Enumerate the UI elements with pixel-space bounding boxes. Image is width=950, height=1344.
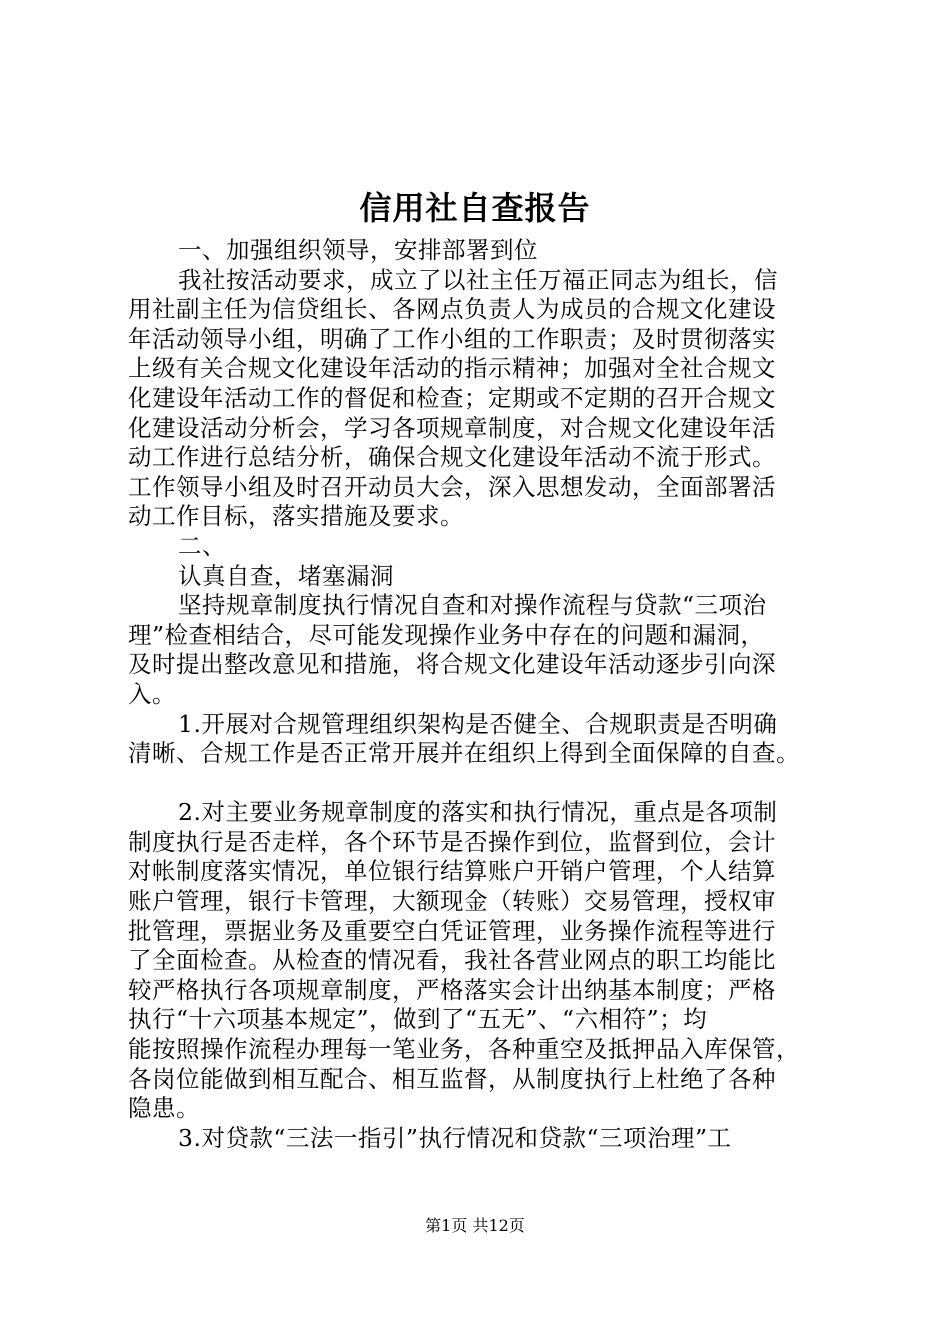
text-line: 理”检查相结合，尽可能发现操作业务中存在的问题和漏洞，	[128, 620, 765, 649]
text-line: 能按照操作流程办理每一笔业务，各种重空及抵押品入库保管，	[128, 1035, 800, 1064]
text-line: 动工作目标，落实措施及要求。	[128, 502, 464, 531]
text-line: 一、加强组织领导，安排部署到位	[178, 236, 538, 264]
text-line: 二、	[178, 531, 226, 560]
text-line: 3.对贷款“三法一指引”执行情况和贷款“三项治理”工	[178, 1123, 732, 1152]
text-line: 批管理，票据业务及重要空白凭证管理，业务操作流程等进行	[128, 916, 776, 945]
text-line: 上级有关合规文化建设年活动的指示精神；加强对全社合规文	[128, 354, 776, 383]
document-title: 信用社自查报告	[359, 189, 591, 227]
page-footer: 第1页 共12页	[425, 1216, 525, 1235]
text-line: 清晰、合规工作是否正常开展并在组织上得到全面保障的自查。	[128, 739, 800, 768]
text-line: 用社副主任为信贷组长、各网点负责人为成员的合规文化建设	[128, 295, 776, 324]
text-line: 各岗位能做到相互配合、相互监督，从制度执行上杜绝了各种	[128, 1064, 776, 1093]
text-line: 隐患。	[128, 1094, 200, 1123]
text-line: 1.开展对合规管理组织架构是否健全、合规职责是否明确	[178, 709, 778, 738]
text-line: 对帐制度落实情况，单位银行结算账户开销户管理，个人结算	[128, 857, 776, 886]
text-line: 认真自查，堵塞漏洞	[178, 561, 394, 590]
text-line: 我社按活动要求，成立了以社主任万福正同志为组长，信	[178, 265, 778, 294]
text-line: 较严格执行各项规章制度，严格落实会计出纳基本制度；严格	[128, 975, 776, 1004]
text-line: 2.对主要业务规章制度的落实和执行情况，重点是各项制	[178, 798, 778, 827]
text-line: 坚持规章制度执行情况自查和对操作流程与贷款“三项治	[178, 591, 767, 620]
text-line: 了全面检查。从检查的情况看，我社各营业网点的职工均能比	[128, 946, 776, 975]
document-body	[128, 236, 838, 1153]
text-line: 账户管理，银行卡管理，大额现金（转账）交易管理，授权审	[128, 887, 776, 916]
text-line: 年活动领导小组，明确了工作小组的工作职责；及时贯彻落实	[128, 324, 776, 353]
blank-line	[128, 769, 838, 799]
text-line: 化建设活动分析会，学习各项规章制度，对合规文化建设年活	[128, 413, 776, 442]
text-line: 化建设年活动工作的督促和检查；定期或不定期的召开合规文	[128, 383, 776, 412]
text-line: 制度执行是否走样，各个环节是否操作到位，监督到位，会计	[128, 827, 776, 856]
text-line: 动工作进行总结分析，确保合规文化建设年活动不流于形式。	[128, 443, 776, 472]
text-line: 工作领导小组及时召开动员大会，深入思想发动，全面部署活	[128, 472, 776, 501]
text-line: 入。	[128, 679, 176, 708]
text-line: 及时提出整改意见和措施，将合规文化建设年活动逐步引向深	[128, 650, 776, 679]
text-line: 执行“十六项基本规定”，做到了“五无”、“六相符”；均	[128, 1005, 708, 1034]
